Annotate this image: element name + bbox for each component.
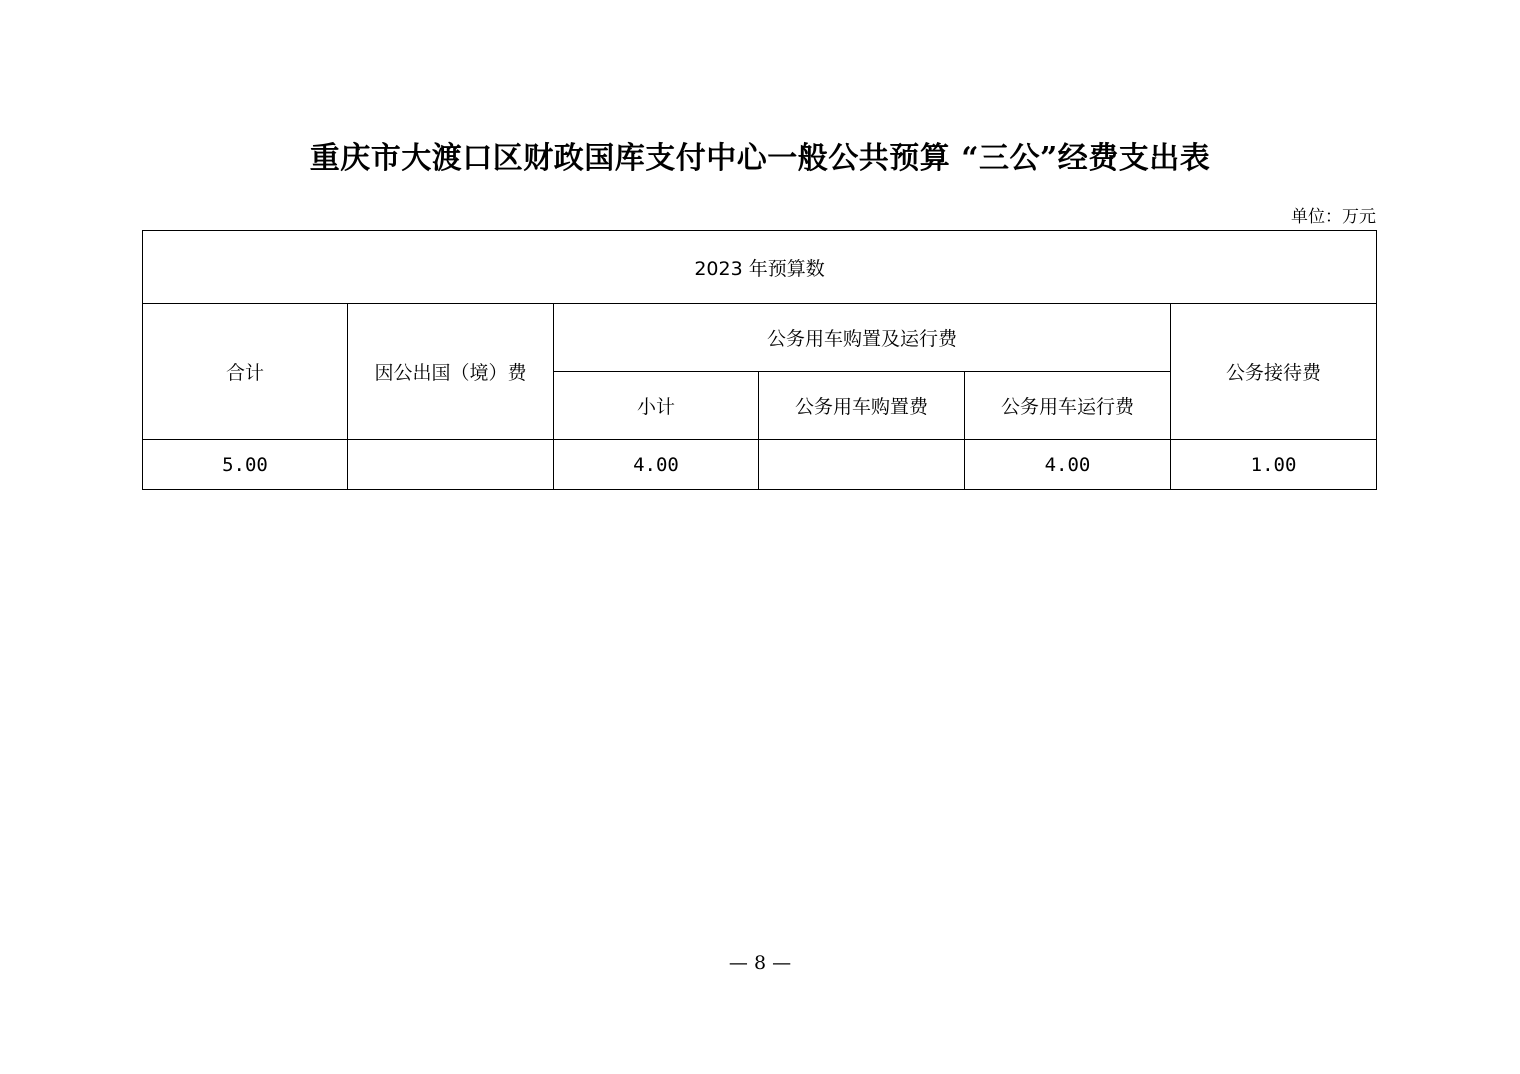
cell-vehicle-subtotal: 4.00	[554, 440, 759, 490]
header-row-year	[143, 231, 1377, 304]
cell-reception: 1.00	[1171, 440, 1377, 490]
table-row	[143, 440, 1377, 490]
header-vehicle-purchase: 公务用车购置费	[759, 372, 965, 440]
cell-vehicle-purchase	[759, 440, 965, 490]
cell-overseas	[348, 440, 554, 490]
cell-vehicle-operation: 4.00	[965, 440, 1171, 490]
header-vehicle-group: 公务用车购置及运行费	[554, 304, 1171, 372]
header-vehicle-operation: 公务用车运行费	[965, 372, 1171, 440]
header-total: 合计	[143, 304, 348, 440]
unit-label: 单位：万元	[1291, 207, 1376, 227]
header-overseas: 因公出国（境）费	[348, 304, 554, 440]
document-title: 重庆市大渡口区财政国库支付中心一般公共预算 “三公”经费支出表	[309, 141, 1211, 176]
budget-table	[142, 230, 1377, 490]
cell-total: 5.00	[143, 440, 348, 490]
header-vehicle-subtotal: 小计	[554, 372, 759, 440]
header-reception: 公务接待费	[1171, 304, 1377, 440]
header-year: 2023 年预算数	[143, 231, 1377, 304]
page-number: — 8 —	[728, 952, 792, 974]
header-row-main	[143, 304, 1377, 372]
